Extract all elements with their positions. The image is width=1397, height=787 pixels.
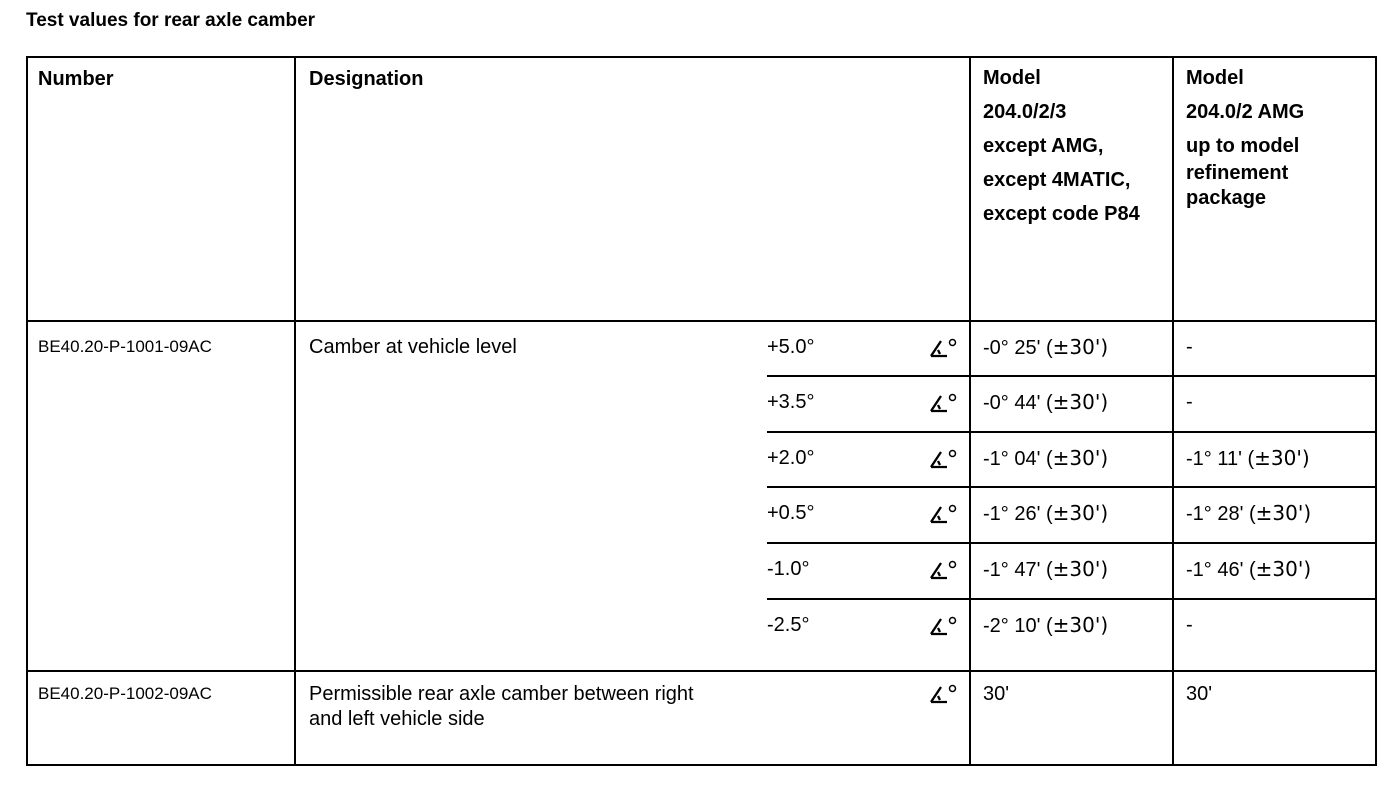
row1-number: BE40.20-P-1001-09AC	[38, 337, 212, 356]
header-model1-line: except code P84	[983, 203, 1140, 225]
model1-value	[983, 334, 1108, 361]
table-border-right	[1375, 56, 1377, 766]
model2-value-tolerance: ±30')	[1254, 446, 1310, 470]
model1-value-tolerance: ±30')	[1052, 335, 1109, 359]
level-value: +0.5°	[767, 502, 815, 524]
model2-value: -	[1186, 614, 1193, 636]
col-divider	[969, 56, 971, 766]
row1-designation: Camber at vehicle level	[309, 336, 517, 358]
model1-value-base: -0° 44' (	[983, 392, 1053, 414]
header-model1-line: except AMG,	[983, 135, 1104, 157]
row2-model2-value: 30'	[1186, 683, 1213, 705]
header-model2-line: Model	[1186, 67, 1244, 89]
model1-value-tolerance: ±30')	[1052, 557, 1109, 581]
model1-value-tolerance: ±30')	[1052, 501, 1109, 525]
row-divider	[26, 320, 1377, 322]
model1-value-tolerance: ±30')	[1052, 446, 1109, 470]
model2-value-base: -1° 11' (	[1186, 448, 1255, 470]
table-border-bottom	[26, 764, 1377, 766]
model2-value: -	[1186, 391, 1193, 413]
table-border-left	[26, 56, 28, 766]
subrow-divider	[767, 431, 1377, 433]
model2-value: -	[1186, 336, 1193, 358]
model2-value-tolerance: ±30')	[1255, 501, 1312, 525]
row2-number: BE40.20-P-1002-09AC	[38, 684, 212, 703]
header-designation: Designation	[309, 68, 424, 90]
row2-designation-line: and left vehicle side	[309, 708, 485, 730]
model2-value	[1186, 556, 1311, 583]
col-divider	[1172, 56, 1174, 766]
model2-value-tolerance: ±30')	[1255, 557, 1312, 581]
level-value: -1.0°	[767, 558, 810, 580]
page-title: Test values for rear axle camber	[26, 10, 316, 31]
level-value: -2.5°	[767, 614, 810, 636]
angle-degree-icon	[928, 683, 958, 705]
level-value: +5.0°	[767, 336, 815, 358]
header-model1-line: except 4MATIC,	[983, 169, 1131, 191]
model1-value	[983, 556, 1108, 583]
model2-value	[1186, 500, 1311, 527]
angle-degree-icon	[928, 503, 958, 525]
model1-value-base: -1° 04' (	[983, 448, 1053, 470]
row-divider	[26, 670, 1377, 672]
camber-table	[26, 56, 1376, 766]
row2-model1-value: 30'	[983, 683, 1010, 705]
header-model2-line: package	[1186, 187, 1267, 209]
subrow-divider	[767, 542, 1377, 544]
model2-value-base: -1° 28' (	[1186, 503, 1256, 525]
subrow-divider	[767, 598, 1377, 600]
level-value: +3.5°	[767, 391, 815, 413]
angle-degree-icon	[928, 559, 958, 581]
model1-value	[983, 500, 1108, 527]
header-model2-line: refinement	[1186, 162, 1289, 184]
model1-value-base: -0° 25' (	[983, 337, 1053, 359]
table-border-top	[26, 56, 1377, 58]
col-divider	[294, 56, 296, 766]
model2-value-base: -1° 46' (	[1186, 559, 1256, 581]
header-model2-line: up to model	[1186, 135, 1300, 157]
row2-designation-line: Permissible rear axle camber between right	[309, 683, 694, 705]
model1-value-base: -2° 10' (	[983, 615, 1053, 637]
header-model1-line: 204.0/2/3	[983, 101, 1067, 123]
angle-degree-icon	[928, 392, 958, 414]
header-model2-line: 204.0/2 AMG	[1186, 101, 1305, 123]
model1-value	[983, 445, 1108, 472]
subrow-divider	[767, 375, 1377, 377]
model1-value	[983, 612, 1108, 639]
model2-value	[1186, 445, 1310, 472]
header-model1-line: Model	[983, 67, 1041, 89]
model1-value-tolerance: ±30')	[1052, 390, 1109, 414]
level-value: +2.0°	[767, 447, 815, 469]
angle-degree-icon	[928, 615, 958, 637]
model1-value	[983, 389, 1108, 416]
model1-value-base: -1° 47' (	[983, 559, 1053, 581]
angle-degree-icon	[928, 448, 958, 470]
model1-value-tolerance: ±30')	[1052, 613, 1109, 637]
model1-value-base: -1° 26' (	[983, 503, 1053, 525]
subrow-divider	[767, 486, 1377, 488]
angle-degree-icon	[928, 337, 958, 359]
header-number: Number	[38, 68, 114, 90]
